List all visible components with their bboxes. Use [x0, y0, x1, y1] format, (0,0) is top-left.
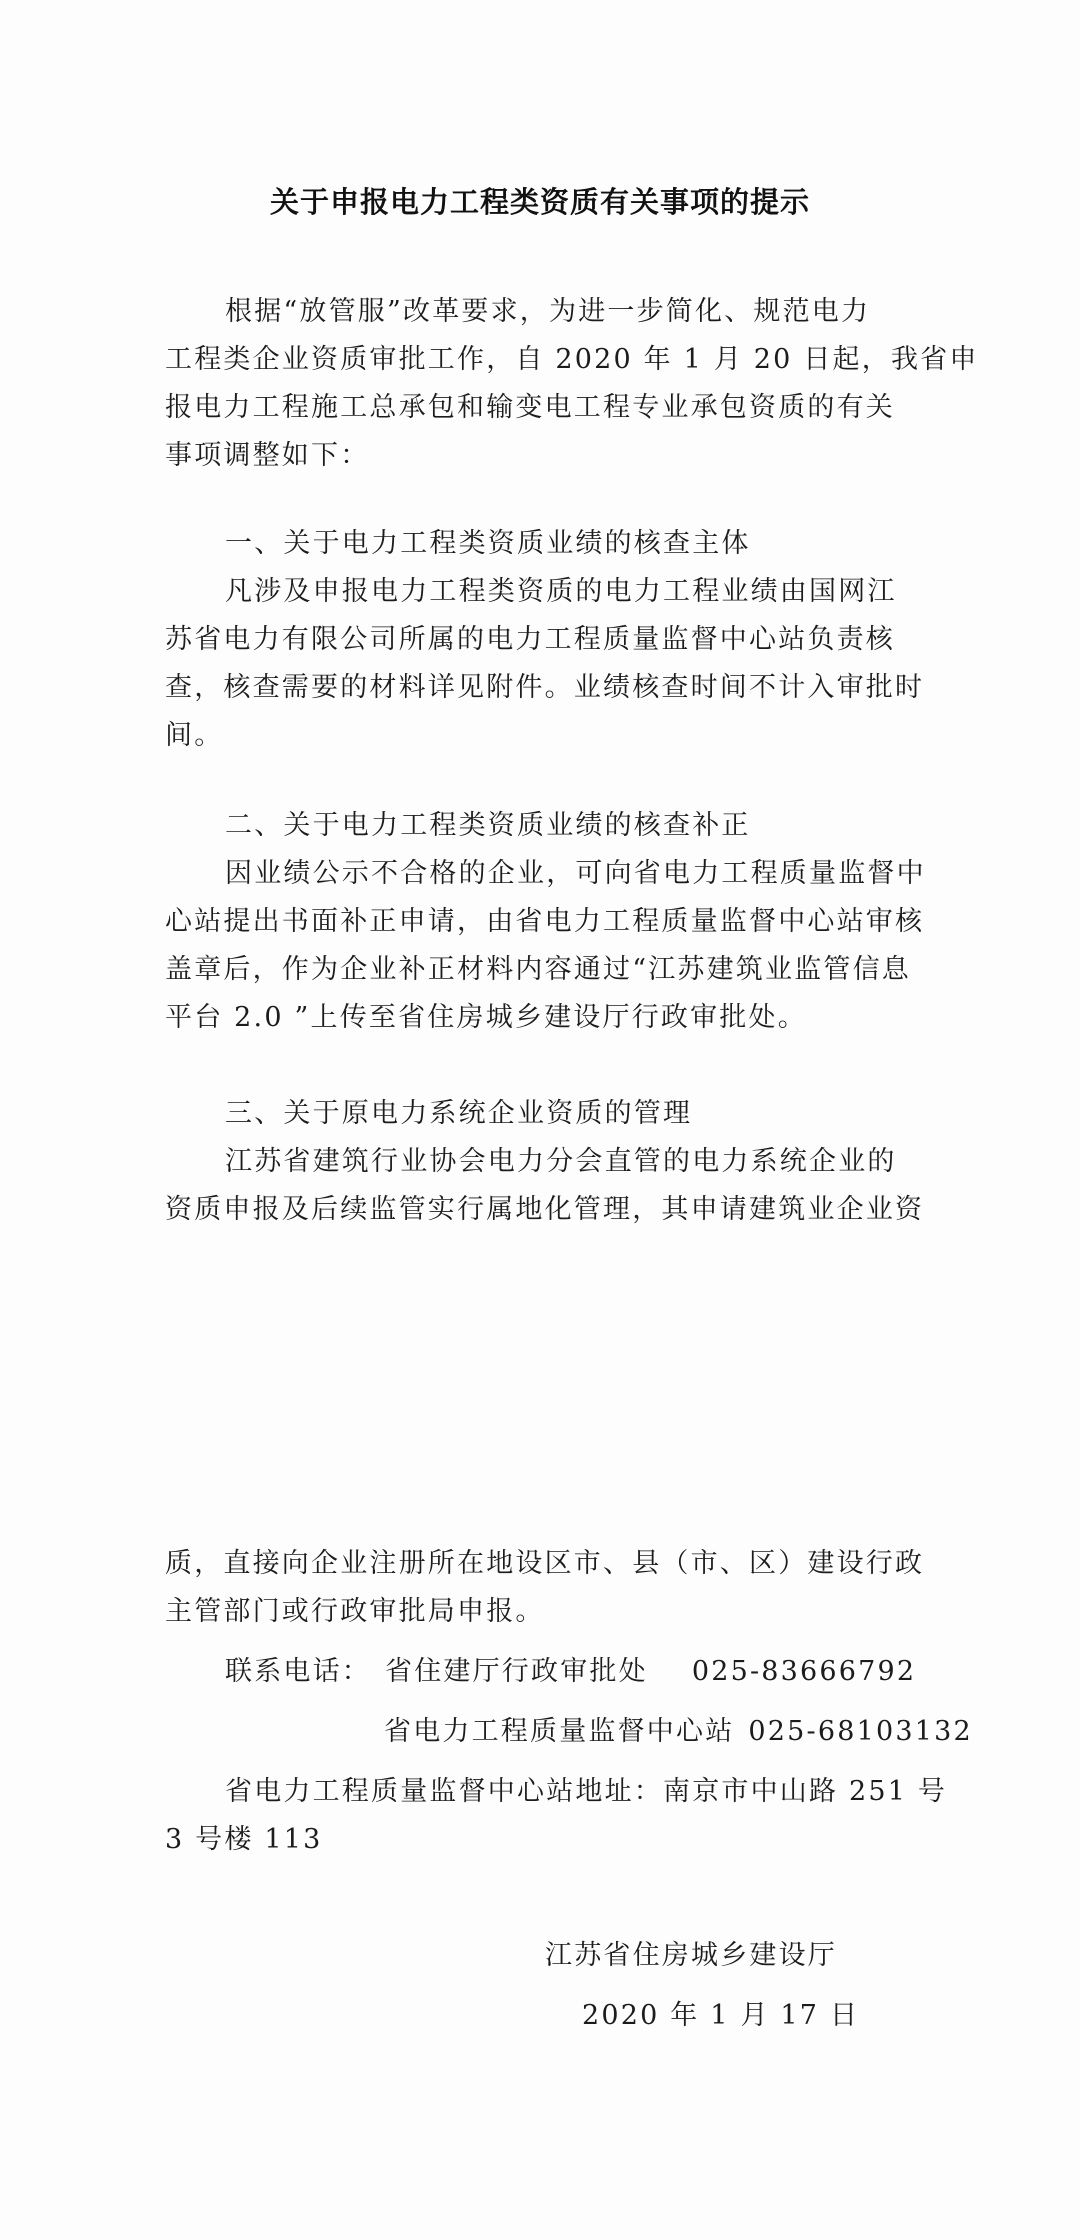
intro-line: 事项调整如下：	[165, 440, 370, 471]
signature-date: 2020 年 1 月 17 日	[582, 2000, 860, 2031]
section-3-heading: 三、关于原电力系统企业资质的管理	[225, 1098, 693, 1129]
section-1-line: 凡涉及申报电力工程类资质的电力工程业绩由国网江	[225, 576, 897, 607]
contact-line-2	[384, 1708, 973, 1756]
contact-dept-2: 省电力工程质量监督中心站	[384, 1716, 735, 1747]
section-3	[165, 1090, 925, 1234]
contact-phone-2: 025-68103132	[748, 1716, 973, 1747]
section-2-line: 心站提出书面补正申请，由省电力工程质量监督中心站审核	[165, 906, 925, 937]
section-1-line: 间。	[165, 720, 224, 751]
section-2	[165, 802, 926, 1042]
section-2-heading: 二、关于电力工程类资质业绩的核查补正	[225, 810, 751, 841]
section-3-continued	[165, 1540, 925, 1636]
section-3-line: 质，直接向企业注册所在地设区市、县（市、区）建设行政	[165, 1548, 925, 1579]
section-3-line: 江苏省建筑行业协会电力分会直管的电力系统企业的	[225, 1146, 897, 1177]
section-1-heading: 一、关于电力工程类资质业绩的核查主体	[225, 528, 751, 559]
section-3-line: 主管部门或行政审批局申报。	[165, 1596, 545, 1627]
section-2-line: 平台 2.0 ”上传至省住房城乡建设厅行政审批处。	[165, 1002, 807, 1033]
section-1	[165, 520, 925, 760]
address-line: 省电力工程质量监督中心站地址：南京市中山路 251 号	[225, 1776, 948, 1807]
intro-line: 工程类企业资质审批工作，自 2020 年 1 月 20 日起，我省申	[165, 344, 979, 375]
contact-address	[165, 1768, 948, 1864]
contact-label: 联系电话：	[225, 1656, 371, 1687]
contact-phone-1: 025-83666792	[691, 1656, 917, 1687]
section-2-line: 盖章后，作为企业补正材料内容通过“江苏建筑业监管信息	[165, 954, 912, 985]
section-2-line: 因业绩公示不合格的企业，可向省电力工程质量监督中	[225, 858, 926, 889]
intro-line: 报电力工程施工总承包和输变电工程专业承包资质的有关	[165, 392, 895, 423]
address-line: 3 号楼 113	[165, 1824, 323, 1855]
contact-line-1	[225, 1648, 916, 1696]
section-1-line: 苏省电力有限公司所属的电力工程质量监督中心站负责核	[165, 624, 895, 655]
intro-paragraph	[165, 288, 979, 480]
document-title: 关于申报电力工程类资质有关事项的提示	[269, 185, 810, 219]
contact-dept-1: 省住建厅行政审批处	[385, 1656, 648, 1687]
section-3-line: 资质申报及后续监管实行属地化管理，其申请建筑业企业资	[165, 1194, 925, 1225]
section-1-line: 查，核查需要的材料详见附件。业绩核查时间不计入审批时	[165, 672, 925, 703]
signature-org: 江苏省住房城乡建设厅	[545, 1940, 837, 1971]
intro-line: 根据“放管服”改革要求，为进一步简化、规范电力	[225, 296, 871, 327]
